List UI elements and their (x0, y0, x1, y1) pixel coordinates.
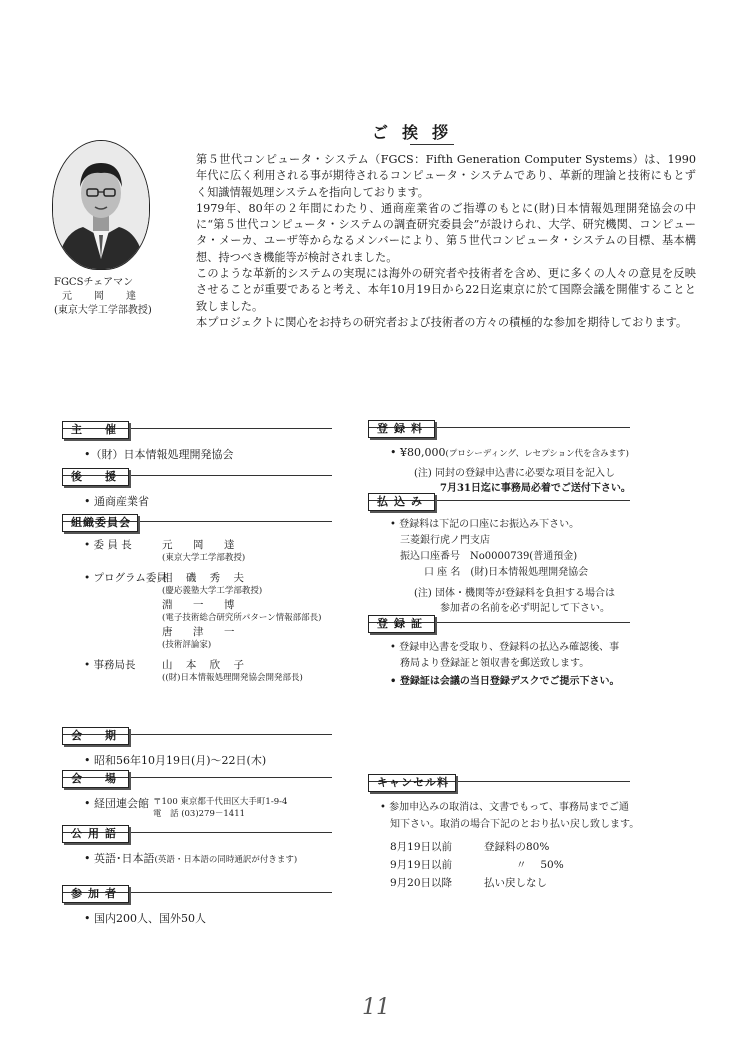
portrait-icon (53, 141, 149, 269)
language-note: (英語・日本語の同時通訳が付きます) (154, 855, 298, 865)
member-role: • 委 員 長 (84, 539, 132, 551)
cancel-label: キャンセル料 (368, 774, 456, 792)
chairman-affiliation: (東京大学工学部教授) (54, 305, 152, 316)
support-label: 後 援 (62, 468, 129, 486)
support-section (62, 465, 149, 509)
certificate-section (368, 612, 619, 689)
participants-section (62, 882, 206, 926)
member-name: 淵 一 博 (162, 599, 240, 611)
greeting-paragraph-1: 第５世代コンピュータ・システム（FGCS：Fifth Generation Computer Systems）は、1990年代に広く利用される事が期待されるコンピュータ・システムであり、革新的理論と技術にもとずく知識情報処理システムを指向しております。 (196, 153, 696, 199)
language-label: 公用語 (62, 825, 129, 843)
greeting-paragraph-4: 本プロジェクトに関心をお持ちの研究者および技術者の方々の積極的な参加を期待しております。 (196, 315, 688, 329)
committee-member (84, 571, 321, 598)
certificate-item-2: 務局より登録証と領収書を郵送致します。 (400, 658, 590, 669)
participants-label: 参加者 (62, 885, 129, 903)
member-affiliation: ((財)日本情報処理開発協会開発部長) (162, 673, 303, 683)
cancel-item-1: • 参加申込みの取消は、文書でもって、事務局までご通 (380, 802, 629, 813)
committee-section (62, 511, 321, 685)
certificate-item-1: • 登録申込書を受取り、登録料の払込み確認後、事 (390, 642, 620, 653)
payment-item: • 登録料は下記の口座にお振込み下さい。 (390, 519, 580, 530)
member-role (84, 625, 144, 639)
cancel-row (390, 874, 639, 892)
payment-remark-2: 参加者の名前を必ず明記して下さい。 (440, 603, 610, 614)
fee-note: (プロシーディング、レセプション代を含みます) (445, 449, 629, 459)
page-number: 11 (362, 995, 390, 1020)
payment-bank: 三菱銀行虎ノ門支店 (400, 535, 490, 546)
payment-holder: 口 座 名 (財)日本情報処理開発協会 (424, 567, 589, 578)
member-affiliation: (技術評論家) (162, 640, 212, 650)
payment-account: 振込口座番号 No0000739(普通預金) (400, 551, 578, 562)
member-role: • プログラム委員 (84, 572, 167, 584)
payment-label: 払込み (368, 493, 435, 511)
member-affiliation: (東京大学工学部教授) (162, 553, 246, 563)
cancel-date: 9月20日以降 (390, 877, 453, 889)
venue-phone: 電 話 (03)279－1411 (153, 809, 246, 819)
member-affiliation: (電子技術総合研究所パターン情報部部長) (162, 613, 322, 623)
greeting-paragraph-3: このような革新的システムの実現には海外の研究者や技術者を含め、更に多くの人々の意見を反映させることが重要であると考え、本年10月19日から22日迄東京に於て国際会議を開催することと致しました。 (196, 267, 696, 313)
member-affiliation: (慶応義塾大学工学部教授) (162, 586, 263, 596)
venue-address: 〒100 東京都千代田区大手町1-9-4 (153, 797, 288, 807)
greeting-title: ご挨拶 (372, 120, 532, 143)
committee-member (84, 625, 321, 652)
cancel-date: 8月19日以前 (390, 841, 453, 853)
member-name: 相 磯 秀 夫 (162, 572, 250, 584)
cancel-section (368, 771, 639, 892)
period-label: 会 期 (62, 727, 129, 745)
support-item: • 通商産業省 (84, 495, 149, 508)
period-item: • 昭和56年10月19日(月)〜22日(木) (84, 754, 267, 767)
sponsor-item: •（財）日本情報処理開発協会 (84, 448, 234, 461)
chairman-caption (54, 276, 184, 318)
fee-remark-2: 7月31日迄に事務局必着でご送付下さい。 (440, 483, 631, 494)
member-name: 山 本 欣 子 (162, 659, 250, 671)
cancel-fee: 〃 50% (516, 859, 564, 871)
chairman-photo (52, 140, 150, 270)
member-name: 唐 津 一 (162, 626, 240, 638)
cancel-table (390, 838, 639, 892)
cancel-item-2: 知下さい。取消の場合下記のとおり払い戻し致します。 (390, 819, 640, 830)
sponsor-section (62, 418, 234, 462)
member-role: • 事務局長 (84, 659, 136, 671)
chairman-title: FGCSチェアマン (54, 277, 134, 288)
member-role (84, 598, 144, 612)
greeting-body (196, 152, 696, 331)
cancel-fee: 登録料の80% (484, 841, 550, 853)
cancel-fee: 払い戻しなし (484, 877, 547, 889)
chairman-name: 元 岡 達 (62, 291, 142, 302)
certificate-item-3: • 登録証は会議の当日登録デスクでご提示下さい。 (390, 676, 620, 687)
greeting-paragraph-2: 1979年、80年の２年間にわたり、通商産業省のご指導のもとに(財)日本情報処理開発協会の中に“第５世代コンピュータ・システムの調査研究委員会”が設けられ、大学、研究機関、コンピュータ・メーカ、ユーザ等からなるメンバーにより、第５世代コンピュータ・システムの目標、基本構想、持つべき機能等が検討されました。 (196, 201, 696, 264)
venue-section (62, 767, 287, 820)
period-section (62, 724, 266, 768)
committee-member (84, 598, 321, 625)
committee-list (84, 538, 321, 685)
venue-label: 会 場 (62, 770, 129, 788)
committee-member (84, 658, 321, 685)
cancel-row (390, 838, 639, 856)
fee-label: 登録料 (368, 420, 435, 438)
sponsor-label: 主 催 (62, 421, 129, 439)
cancel-date: 9月19日以前 (390, 859, 453, 871)
participants-item: • 国内200人、国外50人 (84, 912, 206, 925)
certificate-label: 登録証 (368, 615, 435, 633)
payment-section (368, 490, 615, 616)
venue-item: • 経団連会館 (84, 797, 149, 810)
language-item: • 英語･日本語 (84, 852, 155, 865)
fee-item: • ¥80,000 (390, 446, 446, 459)
language-section (62, 822, 297, 868)
cancel-row (390, 856, 639, 874)
committee-member (84, 538, 321, 565)
member-name: 元 岡 達 (162, 539, 240, 551)
committee-label: 組織委員会 (62, 514, 138, 532)
payment-remark-1: (注) 団体・機関等が登録料を負担する場合は (414, 588, 615, 599)
fee-section (368, 417, 631, 496)
fee-remark-1: (注) 同封の登録申込書に必要な項目を記入し (414, 468, 615, 479)
